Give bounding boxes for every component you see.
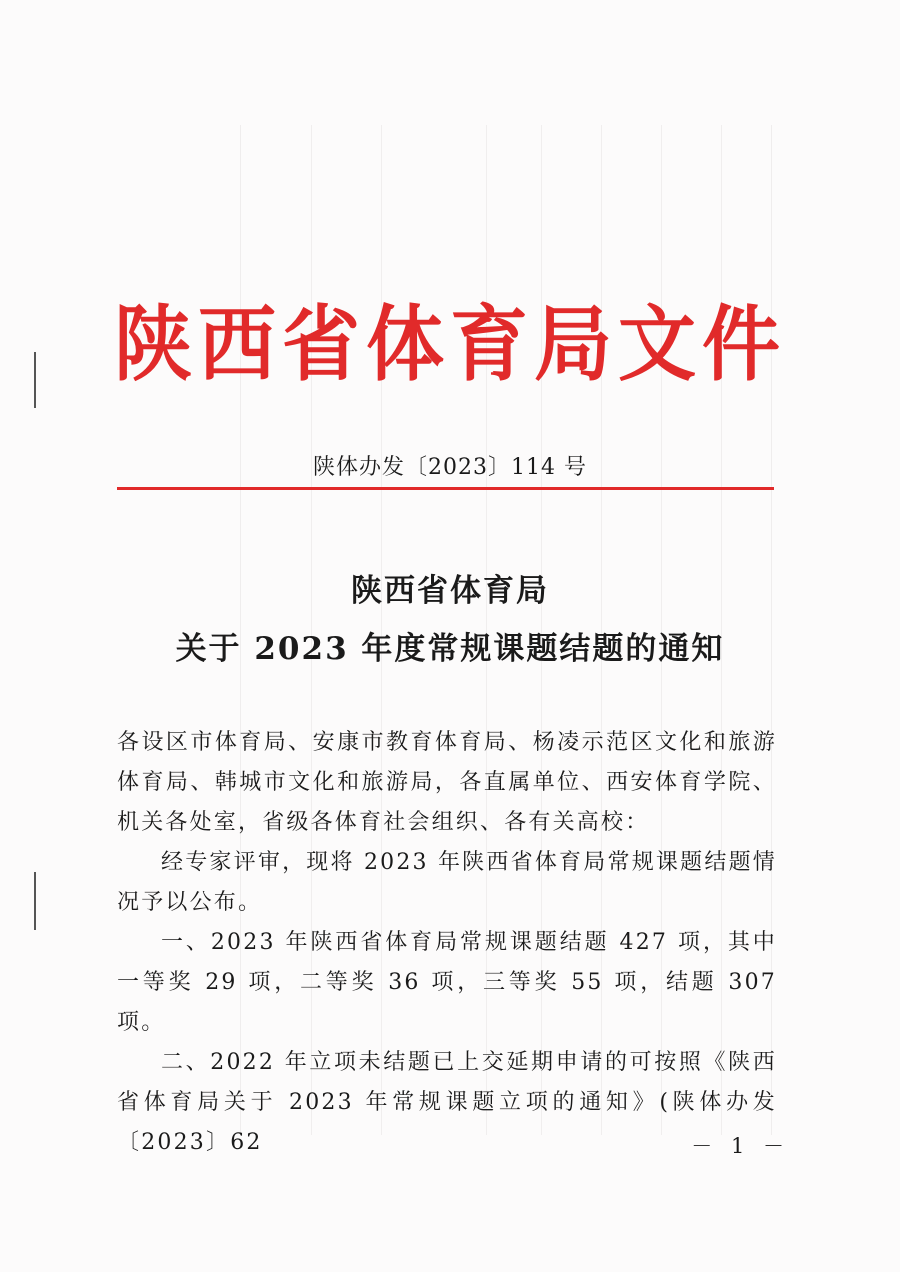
binding-mark <box>34 872 36 930</box>
notice-title-line1: 陕西省体育局 <box>351 573 549 609</box>
recipients-paragraph: 各设区市体育局、安康市教育体育局、杨凌示范区文化和旅游体育局、韩城市文化和旅游局，各直属单位、西安体育学院、机关各处室，省级各体育社会组织、各有关高校： <box>117 730 777 835</box>
red-divider-line <box>117 487 774 490</box>
page-number: － 1 － <box>691 1134 790 1158</box>
body-paragraph-3: 二、2022 年立项未结题已上交延期申请的可按照《陕西省体育局关于 2023 年常规课题立项的通知》(陕体办发〔2023〕62 <box>117 1050 777 1155</box>
body-paragraph-2: 一、2023 年陕西省体育局常规课题结题 427 项，其中一等奖 29 项，二等奖 36 项，三等奖 55 项，结题 307 项。 <box>117 930 777 1035</box>
document-number: 陕体办发〔2023〕114 号 <box>313 455 587 480</box>
document-header-title: 陕西省体育局文件 <box>113 298 786 393</box>
notice-body <box>117 723 777 1163</box>
body-paragraph-1: 经专家评审，现将 2023 年陕西省体育局常规课题结题情况予以公布。 <box>117 850 777 915</box>
notice-title-line2: 关于 2023 年度常规课题结题的通知 <box>175 631 725 667</box>
